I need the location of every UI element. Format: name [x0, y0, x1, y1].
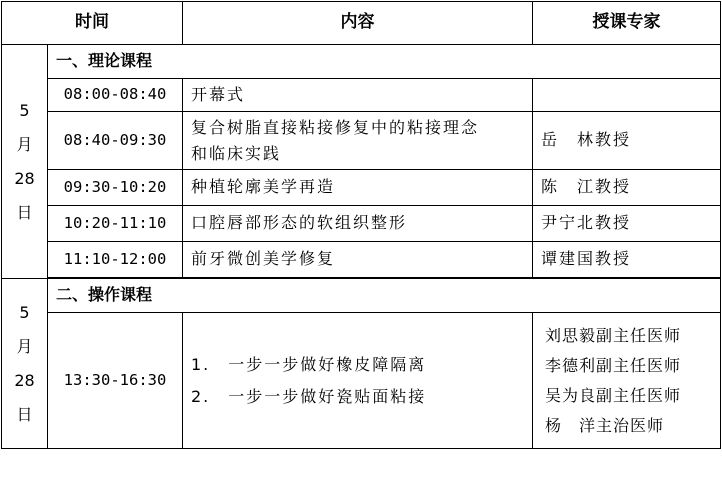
schedule-table	[1, 1, 721, 449]
header-row	[2, 2, 721, 45]
row-expert	[533, 79, 721, 112]
table-row	[2, 206, 721, 242]
row-content: 前牙微创美学修复	[183, 242, 533, 278]
table-row	[2, 242, 721, 278]
row-time: 08:00-08:40	[48, 79, 183, 112]
date-day-number: 28	[14, 370, 35, 390]
section1-title: 一、理论课程	[48, 45, 721, 79]
row-content-line2: 和临床实践	[191, 143, 282, 163]
list-item: 2. 一步一步做好瓷贴面粘接	[191, 386, 427, 406]
row-time: 11:10-12:00	[48, 242, 183, 278]
date-day-char: 日	[16, 202, 33, 222]
date-cell-2	[2, 279, 48, 449]
header-content: 内容	[183, 2, 533, 45]
row-time: 08:40-09:30	[48, 112, 183, 170]
row-content	[183, 112, 533, 170]
date-month-char: 月	[16, 336, 33, 356]
table-row	[2, 79, 721, 112]
row-expert: 谭建国教授	[533, 242, 721, 278]
expert-name: 杨 洋主治医师	[545, 415, 665, 435]
date-day-char: 日	[16, 404, 33, 424]
row-content: 种植轮廓美学再造	[183, 170, 533, 206]
table-row	[2, 170, 721, 206]
table-row	[2, 313, 721, 449]
expert-name: 吴为良副主任医师	[545, 385, 682, 405]
header-expert: 授课专家	[533, 2, 721, 45]
date-day-number: 28	[14, 168, 35, 188]
section2-title-row	[2, 279, 721, 313]
section2-time: 13:30-16:30	[48, 313, 183, 449]
row-time: 10:20-11:10	[48, 206, 183, 242]
date-month-number: 5	[19, 100, 30, 120]
header-time: 时间	[2, 2, 183, 45]
section2-content	[183, 313, 533, 449]
list-item: 1. 一步一步做好橡皮障隔离	[191, 354, 427, 374]
row-expert: 尹宁北教授	[533, 206, 721, 242]
row-content: 开幕式	[183, 79, 533, 112]
date-month-number: 5	[19, 302, 30, 322]
section2-experts	[533, 313, 721, 449]
date-cell-1	[2, 45, 48, 279]
section2-title: 二、操作课程	[48, 279, 721, 313]
section1-title-row	[2, 45, 721, 79]
row-expert: 陈 江教授	[533, 170, 721, 206]
table-row	[2, 112, 721, 170]
expert-name: 刘思毅副主任医师	[545, 325, 682, 345]
row-expert: 岳 林教授	[533, 112, 721, 170]
row-time: 09:30-10:20	[48, 170, 183, 206]
expert-name: 李德利副主任医师	[545, 355, 682, 375]
row-content-line1: 复合树脂直接粘接修复中的粘接理念	[191, 117, 480, 137]
date-month-char: 月	[16, 134, 33, 154]
row-content: 口腔唇部形态的软组织整形	[183, 206, 533, 242]
